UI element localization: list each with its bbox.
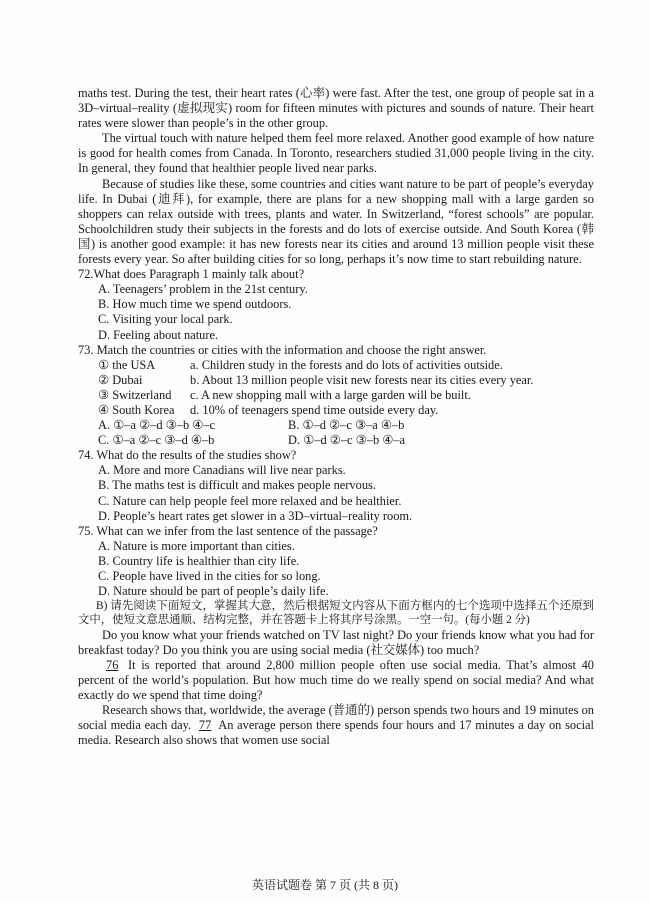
question-73-option-b: B. ①–d ②–c ③–a ④–b <box>288 418 405 433</box>
match-info: d. 10% of teenagers spend time outside every day. <box>190 402 439 417</box>
section-b <box>78 599 594 748</box>
question-75-option-a: A. Nature is more important than cities. <box>98 538 295 553</box>
passage-paragraph-continued: maths test. During the test, their heart rates (心率) were fast. After the test, one group of people sat in a 3D–virtual–reality (虚拟现实) room for fifteen minutes with pictures and sounds of nature. Their heart rates were slower than people’s in the other group. <box>78 86 594 131</box>
question-72-stem: 72.What does Paragraph 1 mainly talk about? <box>78 267 305 282</box>
match-row <box>78 388 594 403</box>
question-73-option-d: D. ①–d ②–c ③–b ④–a <box>288 433 406 448</box>
passage-paragraph-countries: Because of studies like these, some countries and cities want nature to be part of people’s everyday life. In Dubai (迪拜), for example, there are plans for a new shopping mall with a large garden so shoppers can relax outside with trees, plants and water. In Switzerland, “forest schools” are popular. Schoolchildren study their subjects in the forests and do lots of exercise outside. And South Korea (韩国) is another good example: it has new forests near its cities and around 13 million people visit these forests every year. So after building cities for so long, perhaps it’s now time to start rebuilding nature. <box>78 176 594 267</box>
question-72-option-a: A. Teenagers’ problem in the 21st century. <box>98 282 308 297</box>
section-b-paragraph-3 <box>78 703 594 748</box>
question-73-answers-ab <box>78 418 594 433</box>
question-72 <box>78 267 594 342</box>
match-row <box>78 358 594 373</box>
question-73-option-c: C. ①–a ②–c ③–d ④–b <box>98 433 215 448</box>
question-74-option-b: B. The maths test is difficult and makes people nervous. <box>98 478 376 493</box>
match-country: ③ Switzerland <box>98 387 172 402</box>
match-info: c. A new shopping mall with a large garden will be built. <box>190 387 471 402</box>
question-74-option-a: A. More and more Canadians will live near parks. <box>98 463 346 478</box>
question-74 <box>78 448 594 523</box>
question-75-stem: 75. What can we infer from the last sentence of the passage? <box>78 523 378 538</box>
blank-76: 76 <box>106 657 119 672</box>
section-b-paragraph-3-text-b: An average person there spends four hours and 17 minutes a day on social media. Research also shows that women use social <box>78 718 594 748</box>
section-b-paragraph-2 <box>78 658 594 703</box>
question-73-option-a: A. ①–a ②–d ③–b ④–c <box>98 418 216 433</box>
match-info: b. About 13 million people visit new forests near its cities every year. <box>190 372 534 387</box>
question-75-option-c: C. People have lived in the cities for so long. <box>98 569 321 583</box>
question-73 <box>78 343 594 449</box>
match-country: ① the USA <box>98 357 156 372</box>
section-b-paragraph-2-text: It is reported that around 2,800 million people often use social media. That’s almost 40 percent of the world’s population. But how much time do we really spend on social media? And what exactly do we spend that time doing? <box>78 657 594 702</box>
question-74-option-d: D. People’s heart rates get slower in a 3D–virtual–reality room. <box>98 508 413 523</box>
question-73-answers-cd <box>78 433 594 448</box>
blank-77: 77 <box>198 718 212 733</box>
match-info: a. Children study in the forests and do lots of activities outside. <box>190 357 503 372</box>
section-b-instructions: B) 请先阅读下面短文，掌握其大意，然后根据短文内容从下面方框内的七个选项中选择五个还原到文中，使短文意思通顺、结构完整，并在答题卡上将其序号涂黑。一空一句。(每小题 2 分) <box>78 600 594 627</box>
match-country: ② Dubai <box>98 372 143 387</box>
question-72-option-b: B. How much time we spend outdoors. <box>98 297 292 312</box>
question-72-option-c: C. Visiting your local park. <box>98 312 233 327</box>
match-country: ④ South Korea <box>98 402 175 417</box>
question-73-stem: 73. Match the countries or cities with the information and choose the right answer. <box>78 342 487 357</box>
question-75-option-d: D. Nature should be part of people’s daily life. <box>98 584 329 599</box>
question-72-option-d: D. Feeling about nature. <box>98 327 219 342</box>
question-74-stem: 74. What do the results of the studies show? <box>78 448 297 463</box>
section-b-paragraph-1: Do you know what your friends watched on TV last night? Do your friends know what you had for breakfast today? Do you think you are using social media (社交媒体) too much? <box>78 627 594 657</box>
question-75 <box>78 524 594 599</box>
page-footer: 英语试题卷 第 7 页 (共 8 页) <box>252 878 398 892</box>
question-75-option-b: B. Country life is healthier than city life. <box>98 553 300 568</box>
passage-paragraph-canada: The virtual touch with nature helped them feel more relaxed. Another good example of how nature is good for health comes from Canada. In Toronto, researchers studied 31,000 people living in the city. In general, they found that healthier people lived near parks. <box>78 131 594 176</box>
question-74-option-c: C. Nature can help people feel more relaxed and be healthier. <box>98 493 402 508</box>
match-row <box>78 403 594 418</box>
match-row <box>78 373 594 388</box>
section-b-paragraph-3-text-a: Research shows that, worldwide, the average (普通的) person spends two hours and 19 minutes on social media each day. <box>78 703 594 733</box>
